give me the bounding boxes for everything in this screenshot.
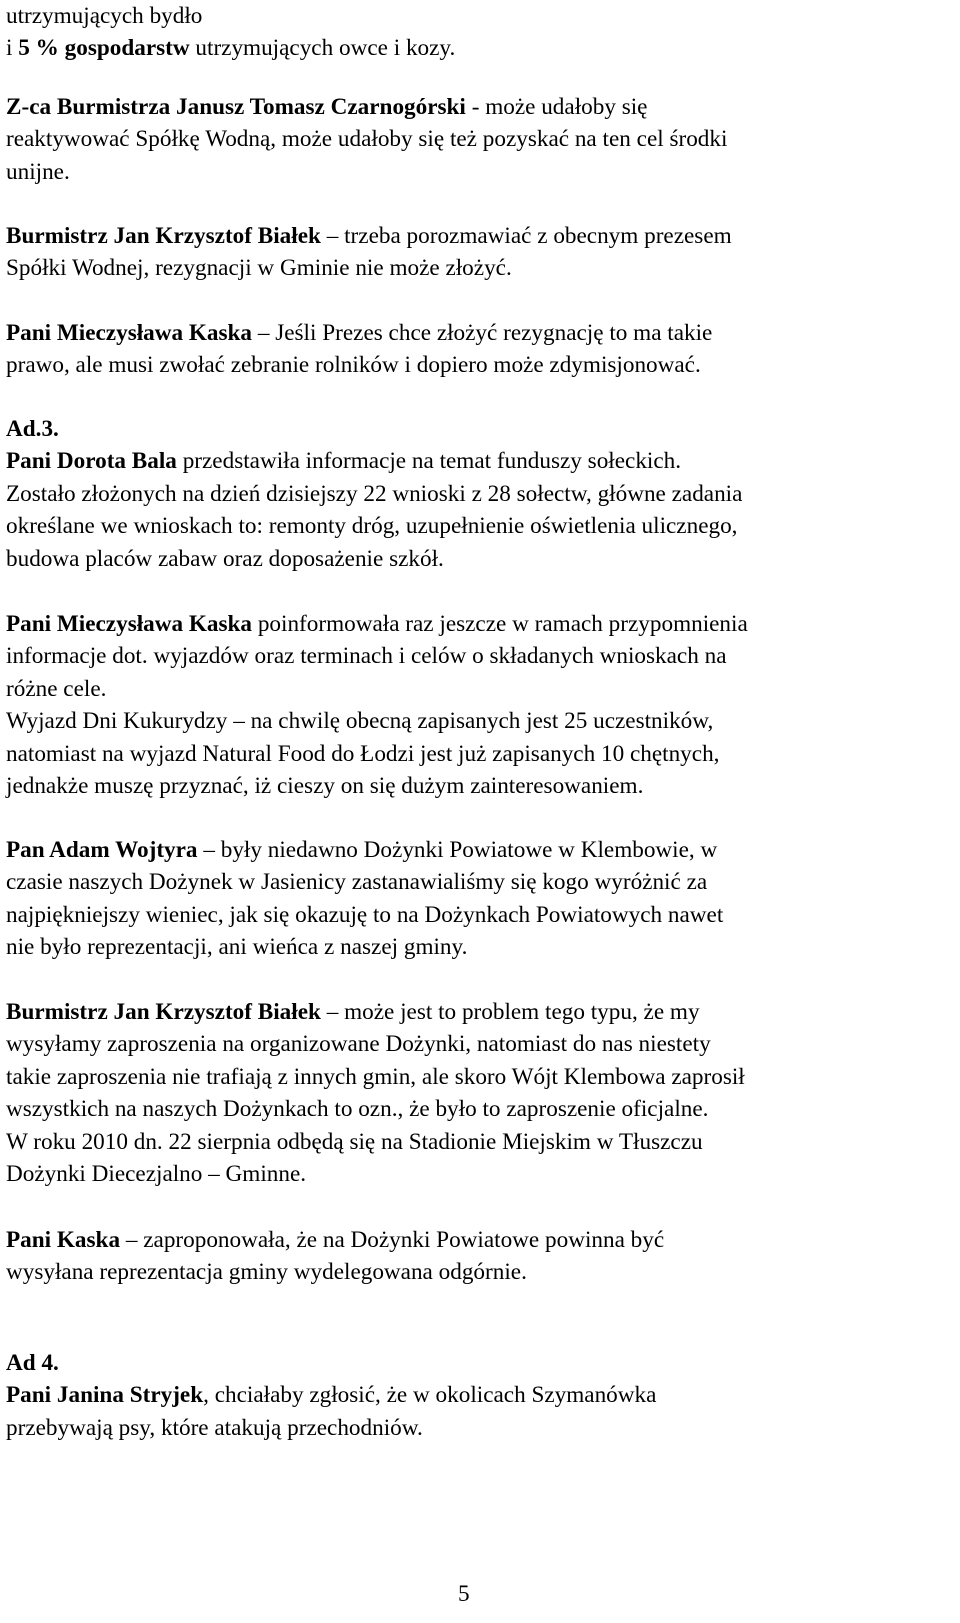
text-run: – zaproponowała, że na Dożynki Powiatowe powinna być (120, 1227, 665, 1253)
text-run: określane we wnioskach to: remonty dróg, uzupełnienie oświetlenia ulicznego, (6, 513, 738, 540)
text-line (6, 543, 946, 575)
speaker-name: Pan Adam Wojtyra (6, 837, 198, 863)
text-line (6, 1061, 946, 1093)
text-run: – trzeba porozmawiać z obecnym prezesem (320, 223, 732, 249)
text-line (6, 510, 946, 542)
text-run: czasie naszych Dożynek w Jasienicy zastanawialiśmy się kogo wyróżnić za (6, 869, 708, 896)
text-line (6, 445, 946, 477)
text-run: utrzymujących owce i kozy. (189, 35, 456, 62)
text-line (6, 156, 946, 188)
text-line (6, 673, 946, 705)
text-run: Dożynki Diecezjalno – Gminne. (6, 1161, 307, 1188)
text-line (6, 1256, 946, 1288)
text-line (6, 1093, 946, 1125)
speaker-name: Pani Mieczysława Kaska (6, 611, 253, 637)
speaker-name: Z-ca Burmistrza Janusz Tomasz Czarnogórski (6, 94, 466, 120)
text-line (6, 349, 946, 381)
paragraph-wojtyra-harvest (6, 834, 946, 964)
text-run: Spółki Wodnej, rezygnacji w Gminie nie może złożyć. (6, 255, 512, 282)
text-line (6, 0, 946, 32)
page-number: 5 (458, 1581, 470, 1607)
speaker-name: 5 % gospodarstw (18, 35, 190, 62)
text-line (6, 1379, 946, 1411)
text-run: W roku 2010 dn. 22 sierpnia odbędą się na Stadionie Miejskim w Tłuszczu (6, 1128, 703, 1155)
text-run: poinformowała raz jeszcze w ramach przypomnienia (252, 611, 748, 637)
text-run: wysyłamy zaproszenia na organizowane Dożynki, natomiast do nas niestety (6, 1031, 711, 1058)
text-line (6, 770, 946, 802)
text-run: Wyjazd Dni Kukurydzy – na chwilę obecną zapisanych jest 25 uczestników, (6, 708, 714, 735)
text-line (6, 866, 946, 898)
paragraph-deputy-mayor (6, 91, 946, 188)
text-line (6, 123, 946, 155)
speaker-name: Burmistrz Jan Krzysztof Białek (6, 223, 321, 249)
text-line (6, 1224, 946, 1256)
text-line (6, 640, 946, 672)
text-line (6, 413, 946, 445)
paragraph-ad4-dogs (6, 1347, 946, 1444)
text-line (6, 252, 946, 284)
text-run: różne cele. (6, 675, 107, 702)
paragraph-livestock (6, 0, 946, 65)
text-line (6, 478, 946, 510)
speaker-name: Ad 4. (6, 1350, 59, 1376)
text-run: informacje dot. wyjazdów oraz terminach i celów o składanych wnioskach na (6, 643, 727, 670)
text-run: – Jeśli Prezes chce złożyć rezygnację to ma takie (252, 320, 713, 346)
text-run: – były niedawno Dożynki Powiatowe w Klembowie, w (197, 837, 718, 863)
text-run: Zostało złożonych na dzień dzisiejszy 22 wnioski z 28 sołectw, główne zadania (6, 480, 743, 507)
text-line (6, 931, 946, 963)
text-line (6, 32, 946, 64)
paragraph-kaska-trips (6, 608, 946, 802)
text-line (6, 91, 946, 123)
speaker-name: Ad.3. (6, 416, 59, 442)
paragraph-ad3-village-funds (6, 413, 946, 575)
text-run: takie zaproszenia nie trafiają z innych gmin, ale skoro Wójt Klembowa zaprosił (6, 1063, 745, 1090)
text-run: przebywają psy, które atakują przechodniów. (6, 1414, 423, 1441)
text-line (6, 705, 946, 737)
text-run: , chciałaby zgłosić, że w okolicach Szymanówka (203, 1382, 657, 1409)
speaker-name: Pani Mieczysława Kaska (6, 320, 253, 346)
text-run: wszystkich na naszych Dożynkach to ozn., że było to zaproszenie oficjalne. (6, 1096, 709, 1123)
text-line (6, 1347, 946, 1379)
speaker-name: Pani Janina Stryjek (6, 1382, 204, 1409)
text-run: natomiast na wyjazd Natural Food do Łodzi jest już zapisanych 10 chętnych, (6, 740, 720, 767)
text-line (6, 738, 946, 770)
text-run: budowa placów zabaw oraz doposażenie szkół. (6, 545, 444, 572)
text-run: przedstawiła informacje na temat funduszy sołeckich. (176, 448, 682, 475)
text-run: wysyłana reprezentacja gminy wydelegowana odgórnie. (6, 1259, 527, 1286)
text-run: i (6, 35, 19, 62)
paragraph-kaska-representation (6, 1224, 946, 1289)
text-line (6, 1158, 946, 1190)
text-line (6, 220, 946, 252)
text-run: prawo, ale musi zwołać zebranie rolników i dopiero może zdymisjonować. (6, 352, 701, 379)
text-line (6, 317, 946, 349)
text-run: unijne. (6, 158, 70, 185)
text-run: najpiękniejszy wieniec, jak się okazuję to na Dożynkach Powiatowych nawet (6, 901, 724, 928)
text-run: nie było reprezentacji, ani wieńca z naszej gminy. (6, 934, 468, 961)
text-line (6, 608, 946, 640)
text-line (6, 996, 946, 1028)
speaker-name: Burmistrz Jan Krzysztof Białek (6, 999, 321, 1025)
speaker-name: Pani Kaska (6, 1227, 121, 1253)
text-line (6, 834, 946, 866)
text-run: reaktywować Spółkę Wodną, może udałoby się też pozyskać na ten cel środki (6, 126, 728, 153)
text-run: – może jest to problem tego typu, że my (320, 999, 700, 1025)
paragraph-mayor-water-company (6, 220, 946, 285)
speaker-name: Pani Dorota Bala (6, 448, 177, 475)
text-line (6, 1028, 946, 1060)
paragraph-kaska-resignation (6, 317, 946, 382)
text-line (6, 1412, 946, 1444)
text-run: jednakże muszę przyznać, iż cieszy on się dużym zainteresowaniem. (6, 773, 644, 800)
text-run: utrzymujących bydło (6, 3, 203, 29)
text-line (6, 1126, 946, 1158)
paragraph-mayor-invitations (6, 996, 946, 1190)
text-run: - może udałoby się (465, 94, 648, 120)
text-line (6, 899, 946, 931)
